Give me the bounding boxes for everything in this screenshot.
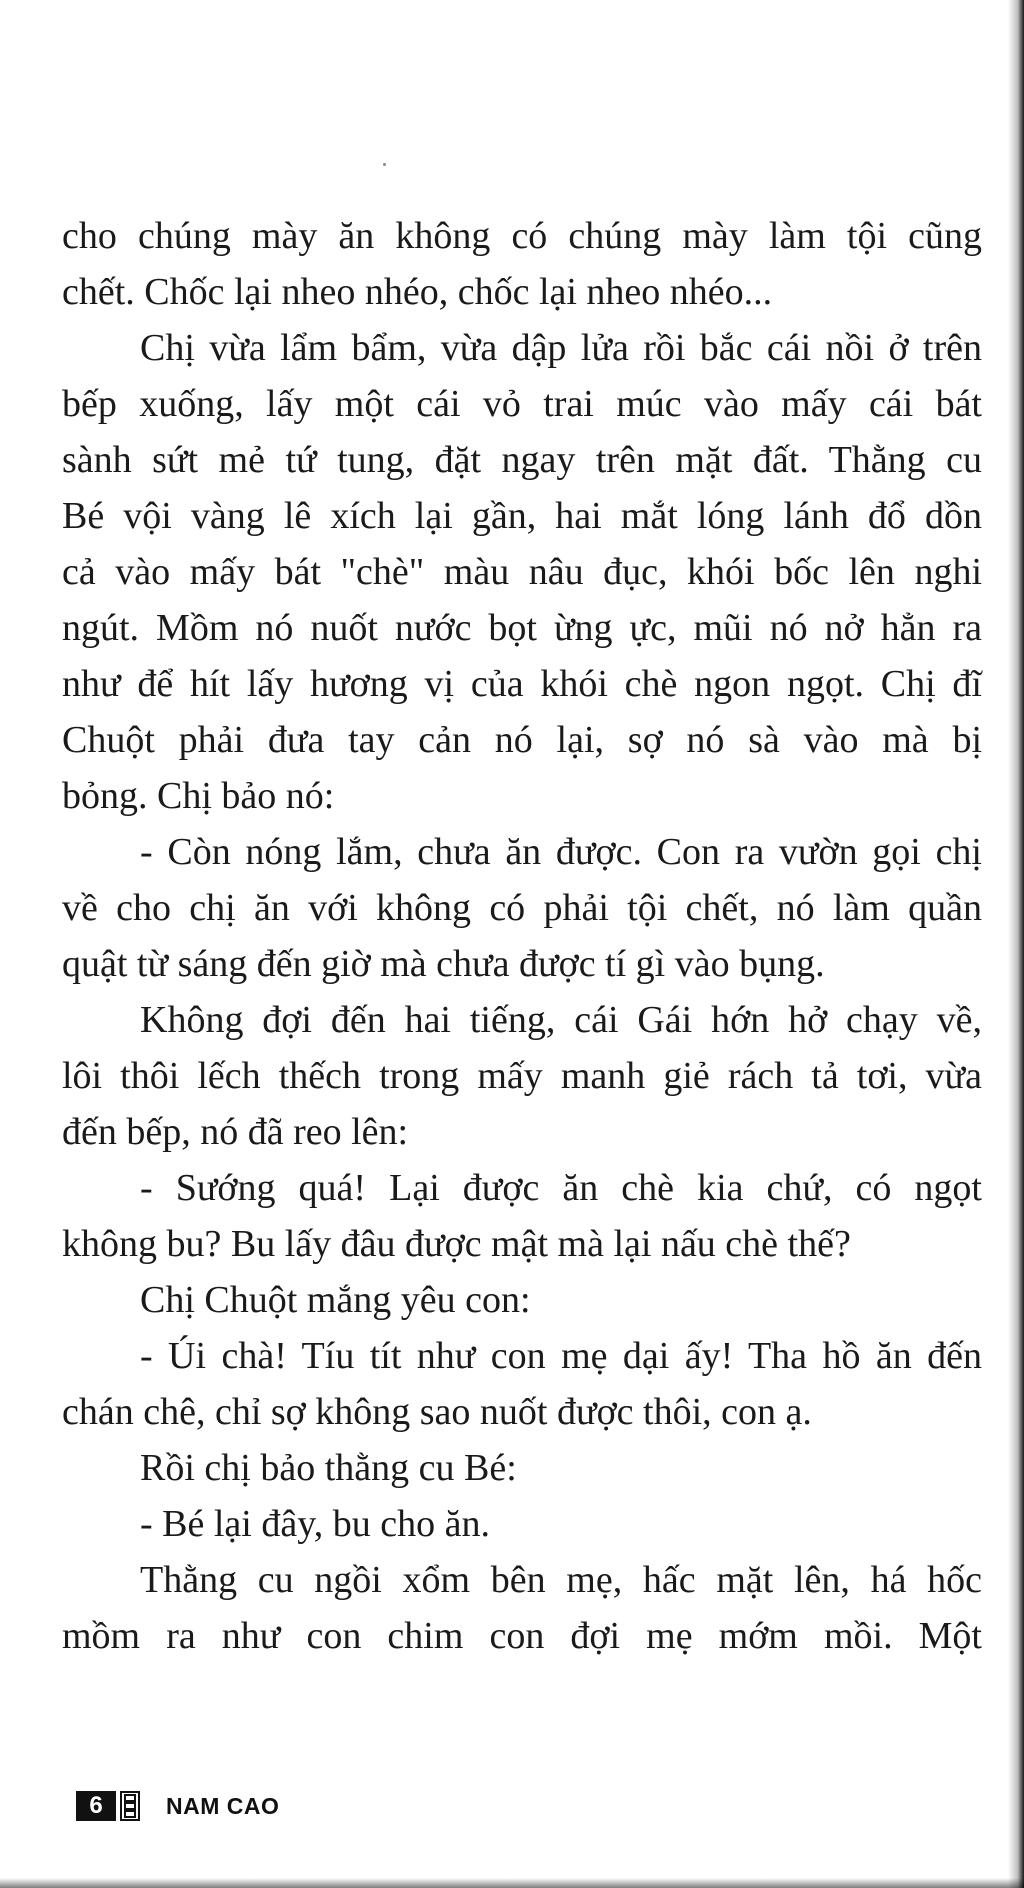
text-line: cho chúng mày ăn không có chúng mày làm tội cũng <box>62 215 982 257</box>
text-line: bỏng. Chị bảo nó: <box>62 775 335 817</box>
page-number: 6 <box>76 1791 116 1821</box>
ink-speck <box>383 163 386 166</box>
text-line: bếp xuống, lấy một cái vỏ trai múc vào mấy cái bát <box>62 383 982 425</box>
text-line: quật từ sáng đến giờ mà chưa được tí gì vào bụng. <box>62 943 825 985</box>
page-body-text <box>62 208 982 1664</box>
text-line: Chị vừa lẩm bẩm, vừa dập lửa rồi bắc cái nồi ở trên <box>140 327 982 369</box>
text-line: không bu? Bu lấy đâu được mật mà lại nấu chè thế? <box>62 1223 851 1265</box>
ornament-icon <box>120 1791 140 1821</box>
text-line: chán chê, chỉ sợ không sao nuốt được thôi, con ạ. <box>62 1391 812 1433</box>
text-line: Không đợi đến hai tiếng, cái Gái hớn hở chạy về, <box>140 999 982 1041</box>
text-line: cả vào mấy bát "chè" màu nâu đục, khói bốc lên nghi <box>62 551 982 593</box>
text-line: đến bếp, nó đã reo lên: <box>62 1111 409 1153</box>
text-line: mồm ra như con chim con đợi mẹ mớm mồi. Một <box>62 1615 982 1657</box>
text-line: Thằng cu ngồi xổm bên mẹ, hấc mặt lên, há hốc <box>140 1559 982 1601</box>
text-line: Bé vội vàng lê xích lại gần, hai mắt lóng lánh đổ dồn <box>62 495 982 537</box>
page-edge-shadow <box>1008 0 1024 1888</box>
text-line: - Bé lại đây, bu cho ăn. <box>140 1503 490 1545</box>
text-line: Rồi chị bảo thằng cu Bé: <box>140 1447 517 1489</box>
text-line: về cho chị ăn với không có phải tội chết, nó làm quần <box>62 887 982 929</box>
page-footer <box>76 1791 279 1821</box>
text-line: lôi thôi lếch thếch trong mấy manh giẻ rách tả tơi, vừa <box>62 1055 982 1097</box>
text-line: - Úi chà! Tíu tít như con mẹ dại ấy! Tha hồ ăn đến <box>140 1335 982 1377</box>
author-name: NAM CAO <box>166 1792 280 1819</box>
text-line: Chuột phải đưa tay cản nó lại, sợ nó sà vào mà bị <box>62 719 982 761</box>
text-line: như để hít lấy hương vị của khói chè ngon ngọt. Chị đĩ <box>62 663 982 705</box>
page-bottom-shadow <box>0 1878 1024 1888</box>
text-line: - Sướng quá! Lại được ăn chè kia chứ, có ngọt <box>140 1167 982 1209</box>
text-line: - Còn nóng lắm, chưa ăn được. Con ra vườn gọi chị <box>140 831 982 873</box>
text-line: Chị Chuột mắng yêu con: <box>140 1279 531 1321</box>
text-line: ngút. Mồm nó nuốt nước bọt ừng ực, mũi nó nở hẳn ra <box>62 607 982 649</box>
text-line: chết. Chốc lại nheo nhéo, chốc lại nheo nhéo... <box>62 271 773 313</box>
text-line: sành sứt mẻ tứ tung, đặt ngay trên mặt đất. Thằng cu <box>62 439 982 481</box>
